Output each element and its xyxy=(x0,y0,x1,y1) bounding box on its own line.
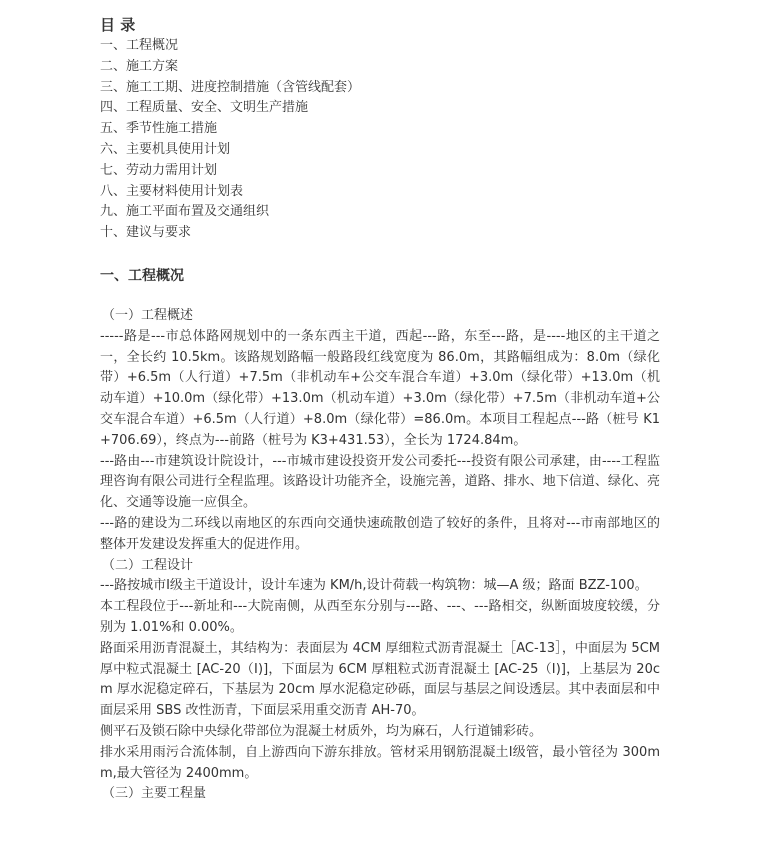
toc-title: 目 录 xyxy=(100,16,136,34)
section-heading: 一、工程概况 xyxy=(100,267,184,284)
paragraph: ---路按城市Ⅰ级主干道设计，设计车速为 KM/h,设计荷载一构筑物：城—A 级；路面 BZZ-100。 xyxy=(100,578,648,594)
toc-item: 一、工程概况 xyxy=(100,38,179,53)
paragraph: ---路由---市建筑设计院设计，---市城市建设投资开发公司委托---投资有限公司承建，由----工程监理咨询有限公司进行全程监理。该路设计功能齐全，设施完善，道路、排水、地下信道、绿化、亮化、交通等设施一应俱全。 xyxy=(100,453,660,511)
toc-item: 五、季节性施工措施 xyxy=(100,121,218,137)
toc-item: 三、施工工期、进度控制措施（含管线配套） xyxy=(100,79,361,95)
paragraph: 排水采用雨污合流体制，自上游西向下游东排放。管材采用钢筋混凝土Ⅰ级管，最小管径为 300mm,最大管径为 2400mm。 xyxy=(100,744,660,781)
section-body xyxy=(100,306,660,805)
table-of-contents xyxy=(100,36,660,244)
paragraph: 路面采用沥青混凝土，其结构为：表面层为 4CM 厚细粒式沥青混凝土［AC-13］，中面层为 5CM 厚中粒式混凝土 [AC-20（Ⅰ)]，下面层为 6CM 厚粗粒式沥青混凝土 [AC-25（Ⅰ)]，上基层为 20cm 厚水泥稳定碎石，下基层为 20cm 厚水泥稳定砂砾，面层与基层之间设透层。其中表面层和中面层采用 SBS 改性沥青，下面层采用重交沥青 AH-70。 xyxy=(100,640,660,719)
toc-item: 六、主要机具使用计划 xyxy=(100,141,231,157)
subsection-heading: （二）工程设计 xyxy=(102,557,194,573)
subsection-heading: （一）工程概述 xyxy=(102,307,194,323)
toc-item: 二、施工方案 xyxy=(100,58,179,74)
paragraph: -----路是---市总体路网规划中的一条东西主干道，西起---路，东至---路，是----地区的主干道之一，全长约 10.5km。该路规划路幅一般路段红线宽度为 86.0m，其路幅组成为：8.0m（绿化带）+6.5m（人行道）+7.5m（非机动车+公交车混合车道）+3.0m（绿化带）+13.0m（机动车道）+10.0m（绿化带）+13.0m（机动车道）+3.0m（绿化带）+7.5m（非机动车道+公交车混合车道）+6.5m（人行道）+8.0m（绿化带）=86.0m。本项目工程起点---路（桩号 K1+706.69），终点为---前路（桩号为 K3+431.53），全长为 1724.84m。 xyxy=(100,328,660,448)
paragraph: 侧平石及锁石除中央绿化带部位为混凝土材质外，均为麻石，人行道铺彩砖。 xyxy=(100,723,543,739)
toc-item: 九、施工平面布置及交通组织 xyxy=(100,204,270,220)
toc-item: 四、工程质量、安全、文明生产措施 xyxy=(100,100,309,116)
toc-item: 七、劳动力需用计划 xyxy=(100,162,218,178)
paragraph: ---路的建设为二环线以南地区的东西向交通快速疏散创造了较好的条件，且将对---市南部地区的整体开发建设发挥重大的促进作用。 xyxy=(100,515,660,552)
paragraph: 本工程段位于---新址和---大院南侧，从西至东分别与---路、---、---路相交，纵断面坡度较缓，分别为 1.01%和 0.00%。 xyxy=(100,599,660,635)
document-page xyxy=(100,14,660,805)
toc-item: 八、主要材料使用计划表 xyxy=(100,183,244,199)
subsection-heading: （三）主要工程量 xyxy=(102,786,207,802)
toc-item: 十、建议与要求 xyxy=(100,225,192,241)
